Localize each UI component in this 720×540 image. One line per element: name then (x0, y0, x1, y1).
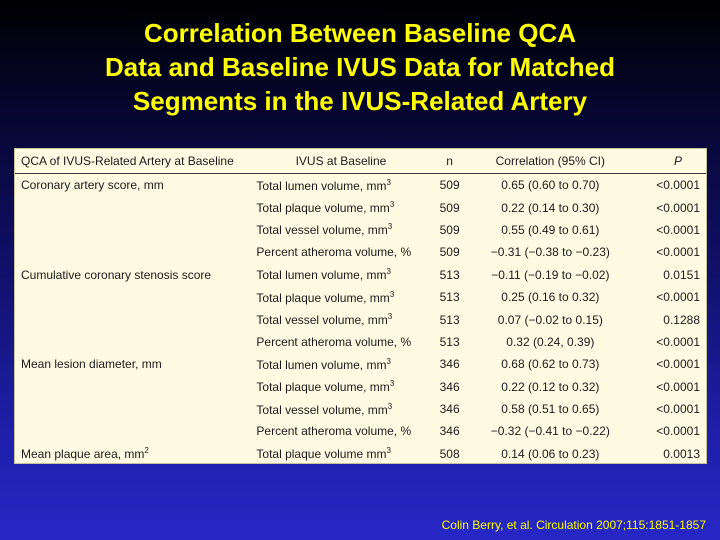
cell-p-value: <0.0001 (656, 290, 700, 305)
cell-ivus (256, 443, 425, 465)
table-row (15, 196, 706, 218)
cell-correlation: 0.68 (0.62 to 0.73) (501, 357, 600, 372)
cell-qca (15, 196, 256, 218)
table-body (15, 174, 706, 466)
ivus-unit-superscript: 3 (386, 177, 391, 187)
cell-ivus (256, 376, 425, 398)
header-n: n (426, 149, 474, 174)
cell-correlation: −0.32 (−0.41 to −0.22) (490, 424, 610, 439)
header-correlation: Correlation (95% CI) (474, 149, 627, 174)
cell-n: 513 (439, 267, 460, 282)
cell-n: 509 (439, 200, 460, 215)
ivus-unit-superscript: 3 (386, 356, 391, 366)
ivus-label: Total plaque volume, mm (256, 290, 390, 305)
ivus-label: Percent atheroma volume, % (256, 245, 412, 260)
ivus-unit-superscript: 3 (389, 289, 395, 299)
cell-n: 513 (439, 334, 460, 349)
table-row (15, 443, 706, 465)
cell-ivus (256, 308, 425, 330)
title-line-1: Correlation Between Baseline QCA (144, 18, 576, 48)
ivus-unit-superscript: 3 (387, 312, 393, 322)
cell-n: 513 (439, 312, 460, 327)
cell-qca (15, 398, 256, 420)
table-row (15, 420, 706, 442)
cell-n: 346 (439, 424, 460, 439)
ivus-unit-superscript: 3 (387, 222, 393, 232)
cell-qca (15, 331, 256, 353)
qca-label: Coronary artery score, mm (21, 178, 164, 193)
cell-ivus (256, 264, 425, 286)
cell-correlation: 0.14 (0.06 to 0.23) (501, 446, 600, 461)
title-line-3: Segments in the IVUS-Related Artery (132, 86, 588, 116)
cell-correlation: 0.65 (0.60 to 0.70) (501, 178, 600, 193)
ivus-unit-superscript: 3 (389, 379, 395, 389)
ivus-unit-superscript: 3 (386, 267, 391, 277)
qca-label: Mean lesion diameter, mm (21, 357, 162, 372)
cell-qca (15, 286, 256, 308)
cell-correlation: 0.55 (0.49 to 0.61) (501, 222, 600, 237)
cell-qca (15, 174, 256, 197)
cell-n: 346 (439, 402, 460, 417)
cell-n: 509 (439, 245, 460, 260)
header-qca: QCA of IVUS-Related Artery at Baseline (15, 149, 256, 174)
cell-correlation: 0.32 (0.24, 0.39) (506, 334, 595, 349)
cell-ivus (256, 174, 425, 197)
cell-p-value: <0.0001 (656, 379, 700, 394)
cell-correlation: 0.07 (−0.02 to 0.15) (497, 312, 603, 327)
cell-p-value: <0.0001 (656, 200, 700, 215)
title-line-2: Data and Baseline IVUS Data for Matched (104, 52, 616, 82)
ivus-label: Total vessel volume, mm (256, 402, 388, 417)
cell-p-value: <0.0001 (656, 334, 700, 349)
cell-correlation: 0.25 (0.16 to 0.32) (501, 290, 600, 305)
cell-qca (15, 376, 256, 398)
cell-n: 346 (439, 379, 460, 394)
cell-qca (15, 420, 256, 442)
cell-correlation: −0.31 (−0.38 to −0.23) (490, 245, 610, 260)
cell-qca (15, 219, 256, 241)
cell-p-value: 0.0151 (663, 267, 700, 282)
cell-n: 346 (439, 357, 460, 372)
qca-label: Mean plaque area, mm (21, 447, 145, 462)
cell-qca (15, 353, 256, 375)
table-row (15, 264, 706, 286)
table-row (15, 174, 706, 197)
ivus-unit-superscript: 3 (387, 401, 393, 411)
table-row (15, 286, 706, 308)
cell-correlation: −0.11 (−0.19 to −0.02) (491, 267, 610, 282)
ivus-label: Total lumen volume, mm (256, 268, 387, 283)
table-row (15, 331, 706, 353)
header-ivus: IVUS at Baseline (256, 149, 425, 174)
cell-qca (15, 308, 256, 330)
cell-n: 509 (439, 178, 460, 193)
table-row (15, 241, 706, 263)
cell-p-value: 0.1288 (663, 312, 700, 327)
table-row (15, 398, 706, 420)
cell-correlation: 0.22 (0.14 to 0.30) (501, 200, 600, 215)
cell-p-value: 0.0013 (663, 446, 700, 461)
cell-p-value: <0.0001 (656, 178, 700, 193)
cell-correlation: 0.58 (0.51 to 0.65) (501, 402, 600, 417)
cell-n: 508 (439, 446, 460, 461)
cell-ivus (256, 353, 425, 375)
cell-qca (15, 264, 256, 286)
header-p: P (627, 149, 706, 174)
ivus-unit-superscript: 3 (389, 200, 395, 210)
cell-ivus (256, 286, 425, 308)
qca-unit-superscript: 2 (144, 446, 149, 456)
qca-label: Cumulative coronary stenosis score (21, 267, 212, 282)
cell-p-value: <0.0001 (656, 222, 700, 237)
cell-p-value: <0.0001 (656, 245, 700, 260)
cell-ivus (256, 241, 425, 263)
ivus-label: Total plaque volume, mm (256, 201, 390, 216)
ivus-unit-superscript: 3 (386, 446, 391, 456)
cell-ivus (256, 219, 425, 241)
ivus-label: Total lumen volume, mm (256, 178, 387, 193)
cell-ivus (256, 331, 425, 353)
cell-correlation: 0.22 (0.12 to 0.32) (501, 379, 600, 394)
table-header-row (15, 149, 706, 174)
ivus-label: Total plaque volume mm (256, 447, 387, 462)
ivus-label: Percent atheroma volume, % (256, 334, 412, 349)
cell-ivus (256, 398, 425, 420)
ivus-label: Total plaque volume, mm (256, 380, 390, 395)
correlation-table (15, 149, 706, 465)
ivus-label: Total vessel volume, mm (256, 223, 388, 238)
table-row (15, 376, 706, 398)
cell-qca (15, 443, 256, 465)
cell-p-value: <0.0001 (656, 424, 700, 439)
table-row (15, 308, 706, 330)
cell-ivus (256, 196, 425, 218)
cell-qca (15, 241, 256, 263)
correlation-table-panel (14, 148, 707, 464)
cell-ivus (256, 420, 425, 442)
slide-title (0, 16, 720, 118)
cell-n: 509 (439, 222, 460, 237)
table-row (15, 353, 706, 375)
citation: Colin Berry, et al. Circulation 2007;115:1851-1857 (441, 518, 706, 532)
cell-p-value: <0.0001 (656, 357, 700, 372)
ivus-label: Total lumen volume, mm (256, 357, 387, 372)
ivus-label: Percent atheroma volume, % (256, 424, 412, 439)
table-row (15, 219, 706, 241)
cell-p-value: <0.0001 (656, 402, 700, 417)
ivus-label: Total vessel volume, mm (256, 313, 388, 328)
cell-n: 513 (439, 290, 460, 305)
